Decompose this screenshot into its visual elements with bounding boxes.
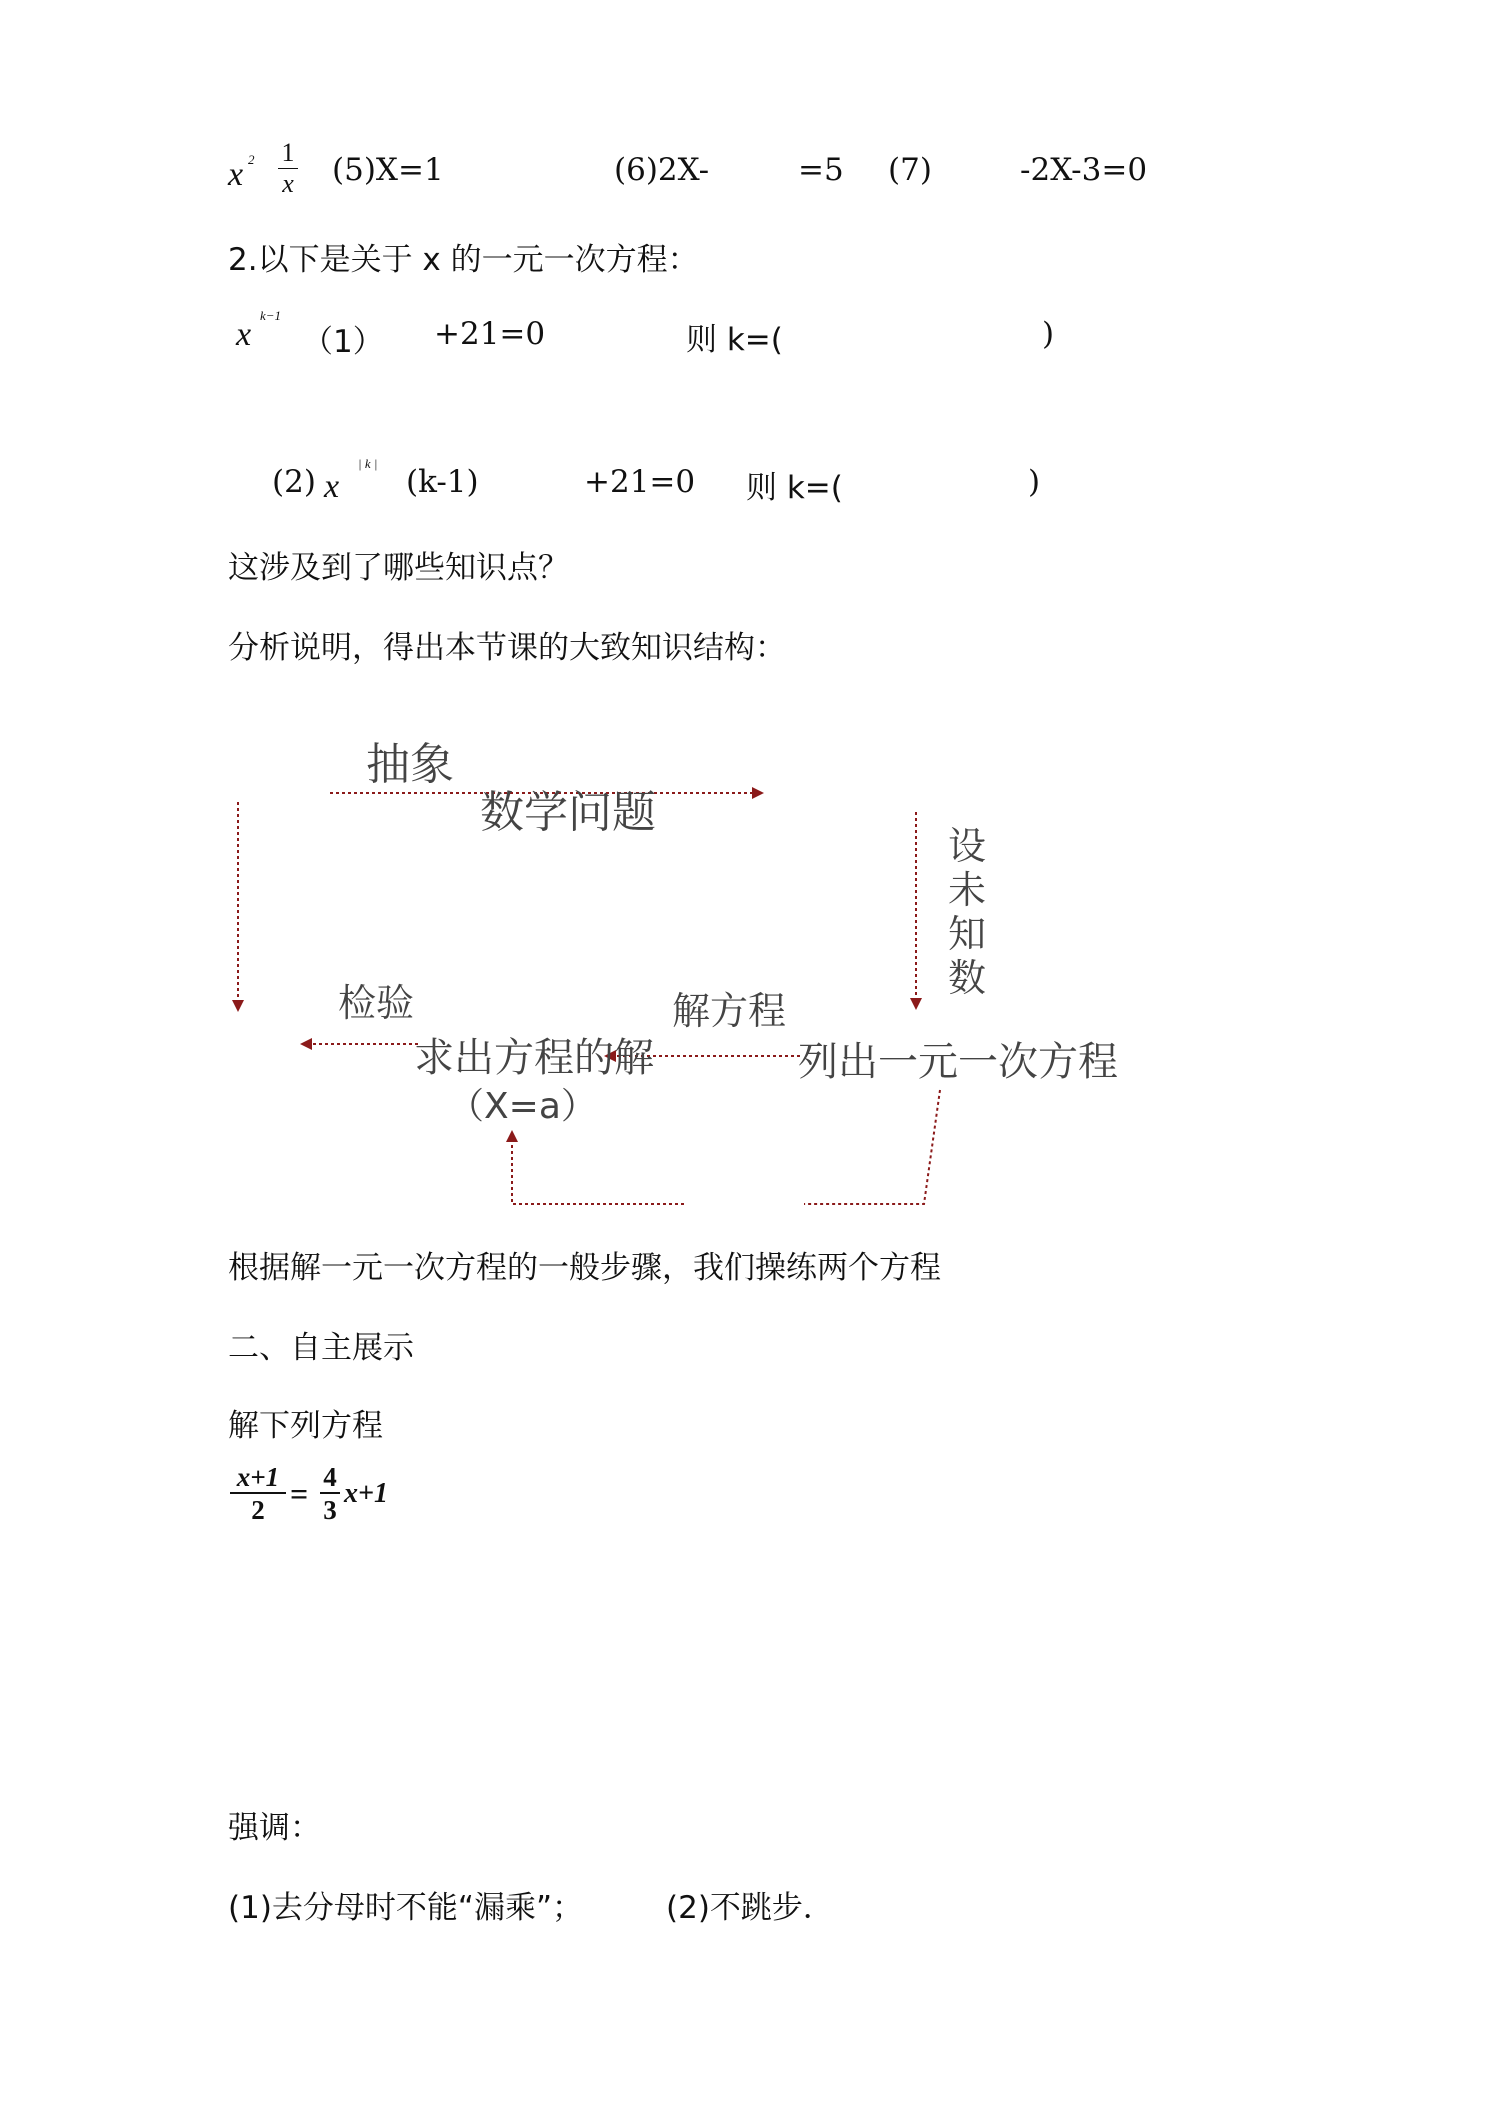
part2-label: (2) xyxy=(272,464,316,500)
emphasis-point-2: (2)不跳步． xyxy=(666,1890,834,1926)
label-set-unknown xyxy=(948,824,992,1000)
part2-equation: +21=0 xyxy=(584,464,696,500)
equation-item-7-label: (7) xyxy=(888,152,932,188)
arrow-bottom-right-path xyxy=(804,1090,940,1204)
equation-item-5: (5)X=1 xyxy=(332,152,444,188)
emphasis-point-1: (1)去分母时不能“漏乘”； xyxy=(228,1890,584,1926)
knowledge-structure-diagram xyxy=(0,700,1488,1220)
set-unknown-char-1: 设 xyxy=(948,824,987,868)
section-2-title: 二、自主展示 xyxy=(228,1330,414,1366)
practice-intro: 根据解一元一次方程的一般步骤，我们操练两个方程 xyxy=(228,1250,941,1286)
prompt-knowledge-structure: 分析说明，得出本节课的大致知识结构： xyxy=(228,630,786,666)
x-variable: x xyxy=(228,156,244,193)
part1-close-paren: ) xyxy=(1042,316,1055,352)
prompt-knowledge-points: 这涉及到了哪些知识点？ xyxy=(228,550,569,586)
part2-then-k: 则 k=( xyxy=(746,470,843,506)
lhs-denominator: 2 xyxy=(251,1495,265,1525)
label-solve-equation: 解方程 xyxy=(672,989,787,1033)
part1-x-variable: x xyxy=(236,316,252,353)
question-2-part-1 xyxy=(228,300,1128,360)
set-unknown-char-4: 数 xyxy=(948,956,987,1000)
question-2-title: 2.以下是关于 x 的一元一次方程： xyxy=(228,242,699,278)
fraction-numerator: 1 xyxy=(281,138,295,167)
arrowhead-right-top xyxy=(752,787,764,799)
label-check: 检验 xyxy=(338,981,415,1025)
rhs-tail: x+1 xyxy=(344,1478,388,1509)
rhs-fraction xyxy=(320,1462,340,1526)
arrowhead-check-left xyxy=(300,1038,312,1050)
rhs-numerator: 4 xyxy=(323,1462,337,1492)
emphasis-line xyxy=(228,1882,1128,1926)
equals-sign: = xyxy=(290,1476,309,1512)
line1 xyxy=(226,138,1148,208)
label-abstract: 抽象 xyxy=(366,739,454,790)
part2-exponent: | k | xyxy=(358,456,378,471)
arrowhead-right-down xyxy=(910,998,922,1010)
emphasis-title: 强调： xyxy=(228,1810,321,1846)
part2-coefficient: (k-1) xyxy=(406,464,479,500)
part1-equation: +21=0 xyxy=(434,316,546,352)
label-write-equation: 列出一元一次方程 xyxy=(798,1039,1118,1085)
arrow-bottom-left-path xyxy=(512,1140,684,1204)
equation-item-7: -2X-3=0 xyxy=(1020,152,1148,188)
diagram-arrows xyxy=(0,700,1488,1220)
practice-equation xyxy=(230,1462,430,1542)
rhs-denominator: 3 xyxy=(323,1495,337,1525)
part1-label: （1） xyxy=(302,324,384,360)
set-unknown-char-3: 知 xyxy=(948,912,987,956)
fraction-one-over-x xyxy=(276,138,300,199)
equation-item-6-left: (6)2X- xyxy=(614,152,710,188)
label-math-problem: 数学问题 xyxy=(480,787,656,838)
part1-exponent: k−1 xyxy=(260,308,282,323)
lhs-numerator: x+1 xyxy=(236,1462,280,1492)
label-solution-form: （X=a） xyxy=(448,1086,597,1127)
part1-then-k: 则 k=( xyxy=(686,322,783,358)
equation-item-6-right: =5 xyxy=(798,152,844,188)
set-unknown-char-2: 未 xyxy=(948,868,987,912)
arrowhead-left-down xyxy=(232,1000,244,1012)
lhs-fraction xyxy=(230,1462,286,1526)
question-2-part-2 xyxy=(228,452,1128,512)
x-exponent: 2 xyxy=(248,152,255,167)
part2-x-variable: x xyxy=(324,468,340,505)
solve-prompt: 解下列方程 xyxy=(228,1408,383,1444)
part2-close-paren: ) xyxy=(1028,464,1041,500)
arrowhead-up xyxy=(506,1130,518,1142)
fraction-denominator: x xyxy=(282,169,294,198)
label-find-solution: 求出方程的解 xyxy=(414,1035,654,1081)
